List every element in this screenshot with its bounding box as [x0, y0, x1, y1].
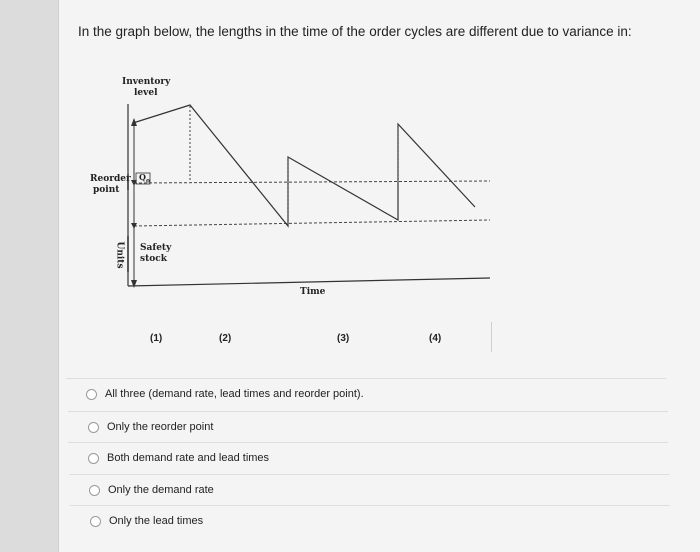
column-label-2: (2) — [219, 333, 232, 344]
option-demand-and-lead[interactable] — [68, 442, 668, 473]
column-divider — [491, 322, 492, 352]
option-label: Only the reorder point — [107, 421, 214, 433]
radio-button[interactable] — [86, 389, 97, 400]
option-lead-times[interactable] — [70, 505, 670, 536]
reorder-line — [134, 181, 490, 183]
reorder-point-label: point — [93, 185, 120, 195]
radio-button[interactable] — [88, 422, 99, 433]
safety-stock-line — [134, 220, 490, 226]
x-axis — [128, 278, 490, 286]
radio-button[interactable] — [88, 453, 99, 464]
qo-label: $Q_o$ — [139, 172, 150, 185]
stock-label: stock — [140, 254, 167, 264]
arrow-down-icon — [131, 280, 137, 288]
column-label-3: (3) — [337, 333, 350, 344]
option-label: Both demand rate and lead times — [107, 452, 270, 464]
inventory-sawtooth — [133, 105, 475, 226]
reorder-label: Reorder — [90, 174, 131, 184]
units-label: Units — [114, 241, 125, 269]
time-label: Time — [300, 287, 326, 297]
question-text: In the graph below, the lengths in the time of the order cycles are different due to variance in: — [78, 24, 632, 39]
column-label-4: (4) — [429, 333, 442, 344]
safety-label: Safety — [140, 243, 172, 253]
option-all-three[interactable] — [66, 378, 666, 409]
option-label: Only the lead times — [109, 515, 204, 527]
option-label: Only the demand rate — [108, 484, 214, 496]
inventory-level-label: level — [134, 88, 158, 98]
option-reorder-point[interactable] — [68, 411, 668, 442]
radio-button[interactable] — [89, 485, 100, 496]
inventory-label: Inventory — [122, 77, 171, 87]
option-demand-rate[interactable] — [69, 474, 669, 505]
column-label-1: (1) — [150, 333, 163, 344]
radio-button[interactable] — [90, 516, 101, 527]
option-label: All three (demand rate, lead times and reorder point). — [105, 388, 364, 400]
